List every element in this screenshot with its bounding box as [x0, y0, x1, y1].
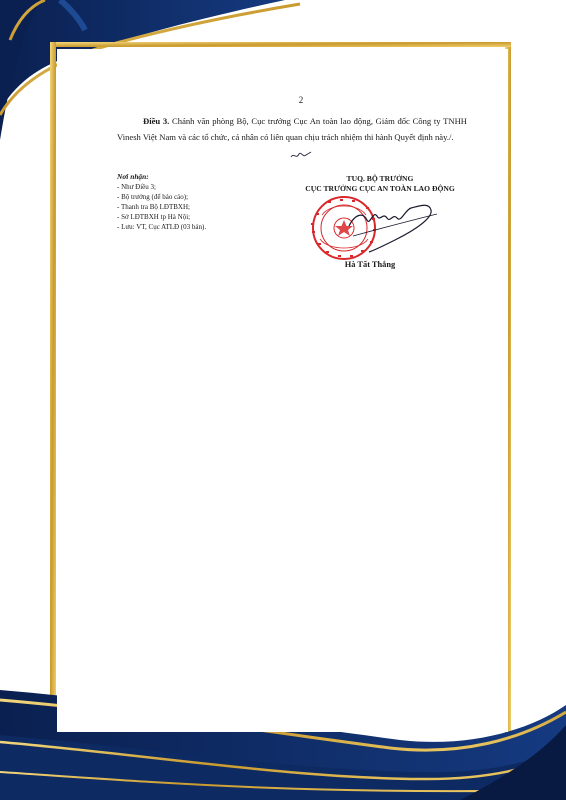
recipient-item: - Bộ trưởng (để báo cáo);: [117, 193, 189, 201]
signature-block: [285, 174, 475, 194]
page-number: 2: [298, 95, 304, 105]
recipient-item: - Như Điều 3;: [117, 183, 156, 191]
article-label: Điều 3.: [143, 116, 170, 126]
signer-name: Hà Tất Thắng: [344, 260, 396, 269]
document-page: [57, 49, 508, 732]
recipient-item: - Thanh tra Bộ LĐTBXH;: [117, 203, 190, 211]
signature-title-line1: TUQ. BỘ TRƯỞNG: [346, 174, 414, 183]
recipients-block: [117, 172, 287, 232]
handwritten-signature: [345, 196, 445, 254]
recipient-item: - Lưu: VT, Cục ATLĐ (03 bản).: [117, 223, 207, 231]
article-text: Chánh văn phòng Bộ, Cục trưởng Cục An toàn lao động, Giám đốc Công ty TNHH Vinesh Việt Nam và các tổ chức, cá nhân có liên quan chịu trách nhiệm thi hành Quyết định này./.: [117, 116, 468, 142]
initials-mark: [287, 148, 313, 162]
recipients-heading: Nơi nhận:: [117, 172, 149, 181]
recipient-item: - Sở LĐTBXH tp Hà Nội;: [117, 213, 191, 221]
article-3-paragraph: [117, 113, 467, 145]
signature-title-line2: CỤC TRƯỞNG CỤC AN TOÀN LAO ĐỘNG: [305, 184, 455, 193]
